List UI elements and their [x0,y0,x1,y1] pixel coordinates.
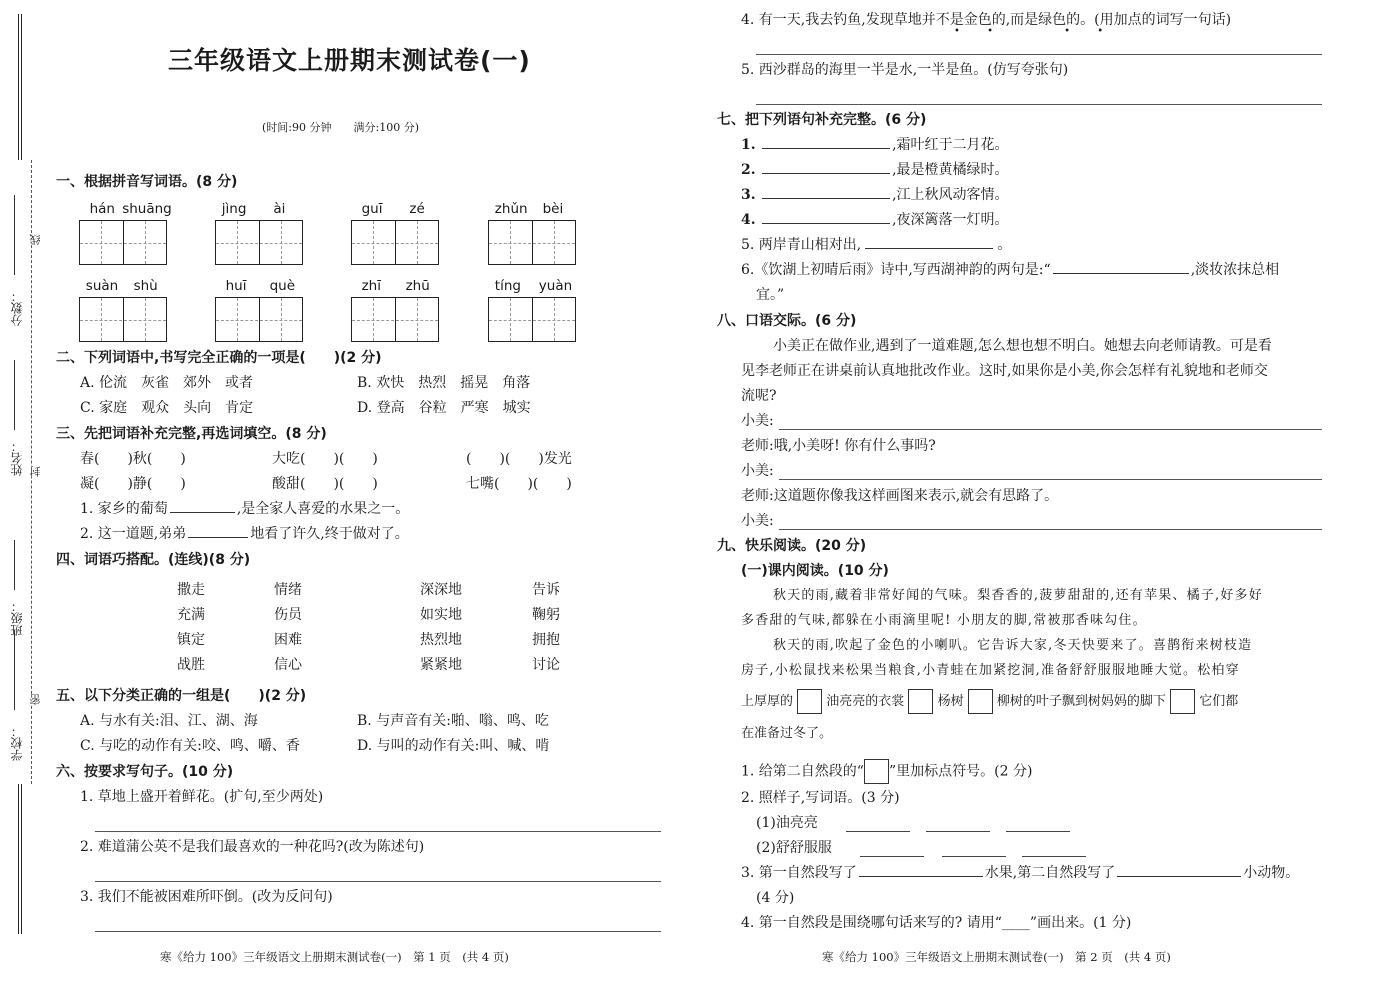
page-footer-1: 寒《给力 100》三年级语文上册期末测试卷(一) 第 1 页 (共 4 页) [160,950,509,964]
dialogue-line: 小美: [741,463,774,479]
reading-question-2: 2. 照样子,写词语。(3 分) [741,790,900,806]
answer-line [95,831,661,832]
idiom-fill: 凝( )静( ) [80,476,186,492]
dialogue-line: 老师:这道题你像我这样画图来表示,就会有思路了。 [741,488,1059,504]
section-7-heading: 七、把下列语句补充完整。(6 分) [717,112,927,128]
dialogue-line: 小美: [741,513,774,529]
scenario-text: 流呢? [741,388,777,404]
passage-text: 秋天的雨,吹起了金色的小喇叭。它告诉大家,冬天快要来了。喜鹊衔来树枝造 [773,638,1253,653]
match-word[interactable]: 如实地 [420,607,462,623]
pinyin-label: hán [89,201,115,217]
dialogue-line: 小美: [741,413,774,429]
pinyin-label: què [269,278,296,294]
reading-question-4: 4. 第一自然段是围绕哪句话来写的? 请用“____”画出来。(1 分) [741,915,1132,931]
writing-box[interactable] [215,220,303,265]
punctuation-box[interactable] [1170,689,1195,714]
rewrite-question-2: 2. 难道蒲公英不是我们最喜欢的一种花吗?(改为陈述句) [80,839,425,855]
pinyin-label: suàn [85,278,119,294]
blank-line [846,831,910,832]
passage-text: 房子,小松鼠找来松果当粮食,小青蛙在加紧挖洞,准备舒舒服服地睡大觉。松柏穿 [741,663,1240,678]
writing-box[interactable] [488,297,576,342]
match-word[interactable]: 鞠躬 [532,607,560,623]
match-word[interactable]: 镇定 [177,632,205,648]
pinyin-label: shuāng [122,201,172,217]
reading-question-1: 1. 给第二自然段的“ ”里加标点符号。(2 分) [741,759,1032,785]
page-footer-2: 寒《给力 100》三年级语文上册期末测试卷(一) 第 2 页 (共 4 页) [822,950,1171,964]
seal-mark-secret: 密 [29,694,42,705]
match-word[interactable]: 告诉 [532,582,560,598]
match-word[interactable]: 讨论 [532,657,560,673]
section-4-heading: 四、词语巧搭配。(连线)(8 分) [56,552,251,568]
option-d: D. 与叫的动作有关:叫、喊、啃 [357,738,550,754]
pinyin-label: ài [273,201,286,217]
section-8-heading: 八、口语交际。(6 分) [717,313,857,329]
option-c: C. 与吃的动作有关:咬、鸣、嚼、香 [80,738,300,754]
subsection-heading: (一)课内阅读。(10 分) [741,563,889,579]
blank-line [1006,831,1070,832]
answer-line [779,479,1322,480]
match-word[interactable]: 困难 [274,632,302,648]
option-a: A. 伦流 灰雀 郊外 或者 [80,375,254,391]
match-word[interactable]: 伤员 [274,607,302,623]
punctuation-box[interactable] [908,689,933,714]
section-5-heading: 五、以下分类正确的一组是( )(2 分) [56,688,307,704]
seal-mark-seal: 封 [29,466,42,477]
blank-line [860,856,924,857]
passage-text: 在准备过冬了。 [741,726,833,741]
fill-question-1: 1. 家乡的葡萄 ,是全家人喜爱的水果之一。 [80,501,410,517]
poem-item: 1. ,霜叶红于二月花。 [741,137,1009,153]
margin-bar-top [18,14,22,160]
pinyin-label: tíng [494,278,521,294]
word-example-1: (1)油亮亮 [756,815,818,831]
blank-line [1022,856,1086,857]
poem-item: 4. ,夜深篱落一灯明。 [741,212,1009,228]
rewrite-question-4: 4. 有一天,我去钓鱼,发现草地并不是金色的,而是绿色的。(用加点的词写一句话) [741,12,1232,28]
seal-mark-line: 线 [29,234,42,245]
pinyin-label: yuàn [538,278,573,294]
pinyin-label: huī [225,278,247,294]
idiom-fill: 春( )秋( ) [80,451,186,467]
answer-line [95,881,661,882]
answer-line [756,54,1322,55]
rewrite-question-3: 3. 我们不能被困难所吓倒。(改为反问句) [80,889,333,905]
passage-text-boxes: 上厚厚的 油亮亮的衣裳 杨树 柳树的叶子飘到树妈妈的脚下 它们都 [741,689,1238,714]
match-word[interactable]: 拥抱 [532,632,560,648]
writing-box[interactable] [215,297,303,342]
section-3-heading: 三、先把词语补充完整,再选词填空。(8 分) [56,426,327,442]
scenario-text: 见李老师正在讲桌前认真地批改作业。这时,如果你是小美,你会怎样有礼貌地和老师交 [741,363,1268,379]
idiom-fill: 酸甜( )( ) [272,476,378,492]
reading-question-3-score: (4 分) [756,890,795,906]
section-9-heading: 九、快乐阅读。(20 分) [717,538,867,554]
punctuation-box[interactable] [797,689,822,714]
section-6-heading: 六、按要求写句子。(10 分) [56,764,234,780]
answer-line [779,429,1322,430]
exam-info: (时间:90 分钟 满分:100 分) [262,121,419,134]
score-label: 分数： [10,290,24,326]
option-a: A. 与水有关:泪、江、湖、海 [80,713,258,729]
blank-line [926,831,990,832]
reading-question-3: 3. 第一自然段写了 水果,第二自然段写了 小动物。 [741,865,1300,881]
answer-line [779,529,1322,530]
writing-box[interactable] [79,297,167,342]
punctuation-box[interactable] [968,689,993,714]
margin-line-2 [14,360,15,430]
match-word[interactable]: 深深地 [420,582,462,598]
word-example-2: (2)舒舒服服 [756,840,832,856]
margin-bar-bottom [18,784,22,934]
match-word[interactable]: 热烈地 [420,632,462,648]
emphasis-dots: • • • • [954,26,1116,37]
option-b: B. 欢快 热烈 摇晃 角落 [357,375,531,391]
match-word[interactable]: 撒走 [177,582,205,598]
match-word[interactable]: 情绪 [274,582,302,598]
writing-box[interactable] [488,220,576,265]
idiom-fill: ( )( )发光 [466,451,572,467]
match-word[interactable]: 紧紧地 [420,657,462,673]
passage-text: 多香甜的气味,都躲在小雨滴里呢! 小朋友的脚,常被那香味勾住。 [741,613,1147,628]
option-b: B. 与声音有关:啪、嗡、鸣、吃 [357,713,549,729]
section-2-heading: 二、下列词语中,书写完全正确的一项是( )(2 分) [56,350,382,366]
pinyin-label: guī [361,201,383,217]
margin-line-3 [14,540,15,590]
match-word[interactable]: 充满 [177,607,205,623]
rewrite-question-5: 5. 西沙群岛的海里一半是水,一半是鱼。(仿写夸张句) [741,62,1069,78]
dialogue-line: 老师:哦,小美呀! 你有什么事吗? [741,438,936,454]
punctuation-box[interactable] [864,759,889,784]
margin-line-1 [14,195,15,275]
school-label: 学校： [10,725,24,761]
fill-question-2: 2. 这一道题,弟弟 地看了许久,终于做对了。 [80,526,409,542]
poem-item: 2. ,最是橙黄橘绿时。 [741,162,1009,178]
pinyin-label: zhī [361,278,381,294]
poem-item-6: 6.《饮湖上初晴后雨》诗中,写西湖神韵的两句是:“ ,淡妆浓抹总相 [741,262,1280,278]
poem-item-5: 5. 两岸青山相对出, 。 [741,237,1012,253]
poem-item: 3. ,江上秋风动客情。 [741,187,1009,203]
blank-line [942,856,1006,857]
poem-item-6-cont: 宜。” [756,287,785,303]
answer-line [95,931,661,932]
page-title: 三年级语文上册期末测试卷(一) [168,46,531,75]
match-word[interactable]: 战胜 [177,657,205,673]
scenario-text: 小美正在做作业,遇到了一道难题,怎么想也想不明白。她想去向老师请教。可是看 [773,338,1272,354]
writing-box[interactable] [351,220,439,265]
idiom-fill: 七嘴( )( ) [466,476,572,492]
writing-box[interactable] [351,297,439,342]
margin-line-4 [14,630,15,710]
answer-line [756,104,1322,105]
pinyin-label: bèi [542,201,564,217]
section-1-heading: 一、根据拼音写词语。(8 分) [56,174,238,190]
pinyin-label: jìng [221,201,247,217]
class-label: 班级： [10,600,24,636]
passage-text: 秋天的雨,藏着非常好闻的气味。梨香香的,菠萝甜甜的,还有苹果、橘子,好多好 [773,588,1263,603]
pinyin-label: shù [133,278,158,294]
option-d: D. 登高 谷粒 严寒 城实 [357,400,531,416]
rewrite-question-1: 1. 草地上盛开着鲜花。(扩句,至少两处) [80,789,324,805]
pinyin-label: zhū [405,278,430,294]
pinyin-label: zhǔn [494,201,528,217]
match-word[interactable]: 信心 [274,657,302,673]
name-label: 姓名： [10,440,24,476]
idiom-fill: 大吃( )( ) [272,451,378,467]
writing-box[interactable] [79,220,167,265]
option-c: C. 家庭 观众 头向 肯定 [80,400,254,416]
pinyin-label: zé [409,201,425,217]
